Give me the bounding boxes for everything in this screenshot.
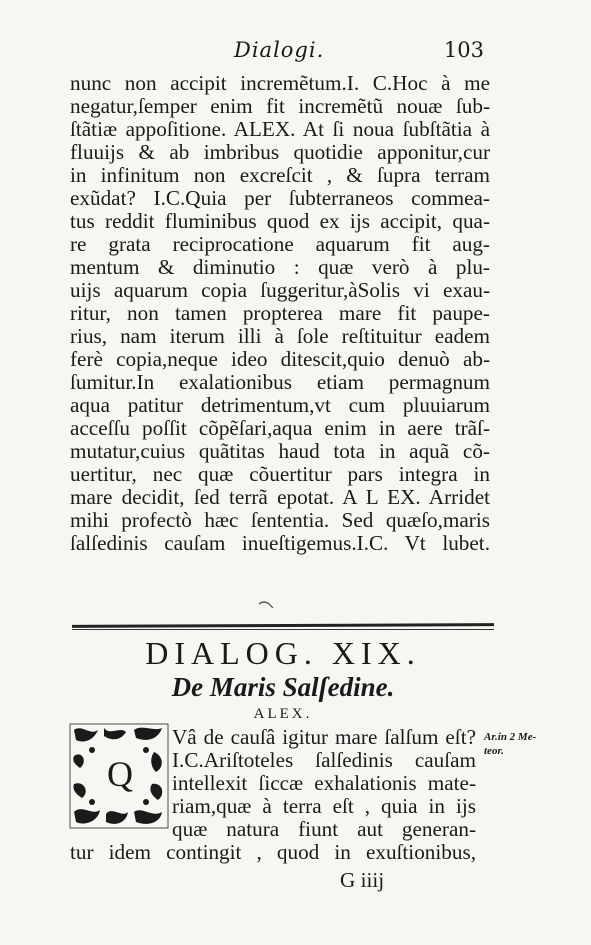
margin-note-line: Ar.in 2 Me- <box>484 731 537 743</box>
section-rule-thick <box>72 623 494 628</box>
speaker-label: ALEX. <box>253 706 313 722</box>
text-line: quæ natura fiunt aut generan- <box>172 818 476 841</box>
text-line: in infinitum non excreſcit , & ſupra terram <box>70 164 490 187</box>
text-line: aqua patitur detrimentum,vt cum pluuiarum <box>70 394 490 417</box>
text-line: Vâ de cauſâ igitur mare ſalſum eſt? <box>172 726 476 749</box>
running-head-title: Dialogi. <box>234 38 325 62</box>
text-line: ſumitur.In exalationibus etiam permagnum <box>70 371 490 394</box>
text-line: exũdat? I.C.Quia per ſubterraneos commea- <box>70 187 490 210</box>
signature-mark: G iiij <box>340 868 385 892</box>
text-line: ferè copia,neque ideo ditescit,quio denuò ab- <box>70 348 490 371</box>
text-line: nunc non accipit incremẽtum.I. C.Hoc à me <box>70 72 490 95</box>
page-number: 103 <box>443 38 484 62</box>
text-line: mihi profectò hæc ſententia. Sed quæſo,maris <box>70 509 490 532</box>
text-line: ſtãtiæ appoſitione. ALEX. At ſi noua ſubſtãtia à <box>70 118 490 141</box>
text-line: mentum & diminutio : quæ verò à plu- <box>70 256 490 279</box>
body-text <box>70 72 490 555</box>
text-line: tur idem contingit , quod in exuſtionibus, <box>70 841 476 864</box>
text-line: intellexit ſiccæ exhalationis mate- <box>172 772 476 795</box>
indented-text <box>172 726 476 818</box>
text-line: fluuijs & ab imbribus quotidie apponitur,cur <box>70 141 490 164</box>
dialog-heading: DIALOG. XIX. <box>145 635 421 671</box>
margin-note <box>484 730 566 758</box>
text-line: uertitur, nec quæ cõuertitur pars integra in <box>70 463 490 486</box>
text-line: tus reddit fluminibus quod ex ijs accipit, qua- <box>70 210 490 233</box>
text-line: mutatur,cuius quãtitas haud tota in aquã cõ- <box>70 440 490 463</box>
text-line: ritur, non tamen propterea mare fit paupe- <box>70 302 490 325</box>
text-line: rius, nam iterum illi à ſole reſtituitur eadem <box>70 325 490 348</box>
running-head <box>74 38 490 68</box>
continuation-text <box>70 818 476 864</box>
text-line: uijs aquarum copia ſuggeritur,àSolis vi exau- <box>70 279 490 302</box>
dialog-subtitle: De Maris Salſedine. <box>171 672 395 702</box>
section-rule-thin <box>72 629 494 630</box>
text-line: re grata reciprocatione aquarum fit aug- <box>70 233 490 256</box>
text-line: acceſſu poſſit cõpẽſari,aqua enim in aere trãſ- <box>70 417 490 440</box>
text-line: I.C.Ariſtoteles ſalſedinis cauſam <box>172 749 476 772</box>
text-line: negatur,ſemper enim fit incremẽtũ nouæ ſub- <box>70 95 490 118</box>
dropcap-letter: Q <box>102 754 138 794</box>
ornamental-dropcap <box>68 722 170 830</box>
text-line: riam,quæ à terra eſt , quia in ijs <box>172 795 476 818</box>
text-line: ſalſedinis cauſam inueſtigemus.I.C. Vt lubet. <box>70 532 490 555</box>
ink-mark-icon <box>258 598 276 610</box>
text-line: mare decidit, ſed terrã epotat. A L EX. Arridet <box>70 486 490 509</box>
margin-note-line: teor. <box>484 745 504 757</box>
